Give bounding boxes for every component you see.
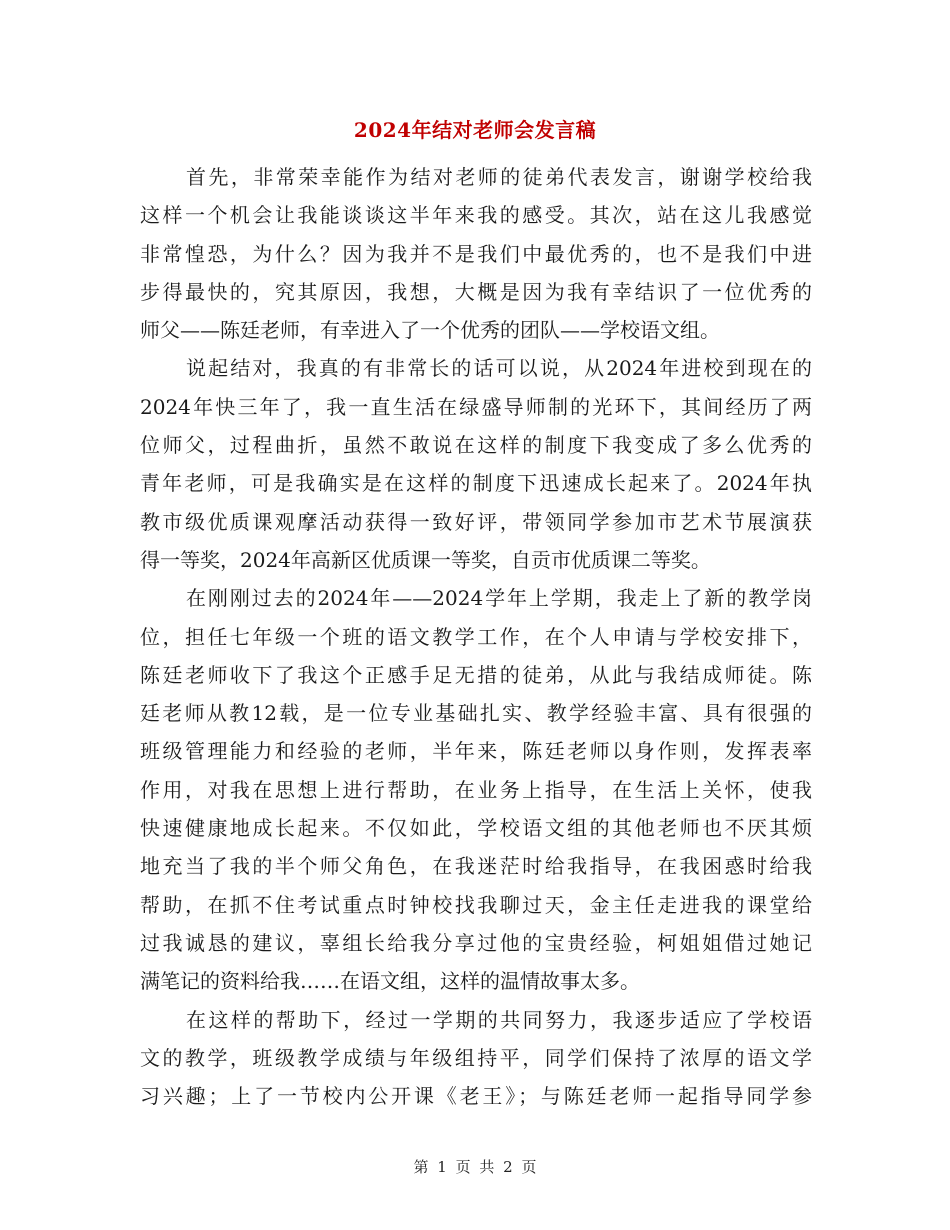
- text-line: 过我诚恳的建议，辜组长给我分享过他的宝贵经验，柯姐姐借过她记: [140, 930, 812, 955]
- text-line: 首先，非常荣幸能作为结对老师的徒弟代表发言，谢谢学校给我: [186, 165, 812, 189]
- text-line: 快速健康地成长起来。不仅如此，学校语文组的其他老师也不厌其烦: [140, 816, 812, 841]
- text-line: 习兴趣；上了一节校内公开课《老王》；与陈廷老师一起指导同学参: [140, 1084, 812, 1109]
- text-line: 位，担任七年级一个班的语文教学工作，在个人申请与学校安排下，: [140, 624, 812, 649]
- text-line: 位师父，过程曲折，虽然不敢说在这样的制度下我变成了多么优秀的: [140, 433, 812, 458]
- text-line: 文的教学，班级教学成绩与年级组持平，同学们保持了浓厚的语文学: [140, 1045, 812, 1070]
- text-line: 得一等奖，2024年高新区优质课一等奖，自贡市优质课二等奖。: [140, 547, 711, 572]
- text-line: 廷老师从教12载，是一位专业基础扎实、教学经验丰富、具有很强的: [140, 701, 812, 726]
- text-line: 步得最快的，究其原因，我想，大概是因为我有幸结识了一位优秀的: [140, 279, 812, 304]
- text-line: 师父——陈廷老师，有幸进入了一个优秀的团队——学校语文组。: [140, 318, 720, 343]
- text-line: 作用，对我在思想上进行帮助，在业务上指导，在生活上关怀，使我: [140, 777, 812, 802]
- text-line: 青年老师，可是我确实是在这样的制度下迅速成长起来了。2024年执: [140, 471, 812, 496]
- text-line: 在刚刚过去的2024年——2024学年上学期，我走上了新的教学岗: [186, 586, 812, 611]
- text-line: 说起结对，我真的有非常长的话可以说，从2024年进校到现在的: [186, 356, 812, 381]
- text-line: 这样一个机会让我能谈谈这半年来我的感受。其次，站在这儿我感觉: [140, 203, 812, 228]
- text-line: 帮助，在抓不住考试重点时钟校找我聊过天，金主任走进我的课堂给: [140, 892, 812, 917]
- text-line: 地充当了我的半个师父角色，在我迷茫时给我指导，在我困惑时给我: [140, 854, 812, 879]
- text-line: 陈廷老师收下了我这个正感手足无措的徒弟，从此与我结成师徒。陈: [140, 662, 812, 687]
- page-footer: 第 1 页 共 2 页: [413, 1158, 537, 1176]
- document-title: 2024年结对老师会发言稿: [353, 118, 597, 142]
- text-line: 班级管理能力和经验的老师，半年来，陈廷老师以身作则，发挥表率: [140, 739, 812, 764]
- text-line: 满笔记的资料给我……在语文组，这样的温情故事太多。: [140, 969, 640, 994]
- text-line: 教市级优质课观摩活动获得一致好评，带领同学参加市艺术节展演获: [140, 509, 812, 534]
- text-line: 非常惶恐，为什么？因为我并不是我们中最优秀的，也不是我们中进: [140, 241, 812, 266]
- document-body: [140, 158, 812, 1115]
- text-line: 在这样的帮助下，经过一学期的共同努力，我逐步适应了学校语: [186, 1007, 812, 1032]
- text-line: 2024年快三年了，我一直生活在绿盛导师制的光环下，其间经历了两: [140, 394, 812, 419]
